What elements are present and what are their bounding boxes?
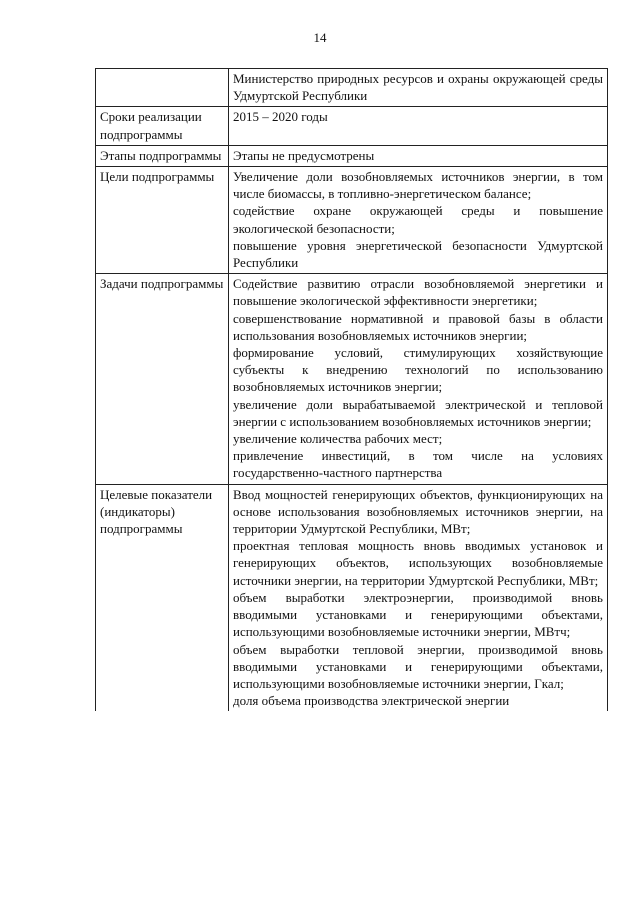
value-paragraph: Министерство природных ресурсов и охраны окружающей среды Удмуртской Республики (233, 71, 603, 104)
table-row (96, 274, 608, 484)
row-value (229, 145, 608, 166)
value-paragraph: доля объема производства электрической энергии (233, 693, 510, 709)
value-paragraph: увеличение доли вырабатываемой электрической и тепловой энергии с использованием возобновляемых источников энергии; (233, 396, 603, 429)
row-label: Этапы подпрограммы (96, 145, 229, 166)
row-value (229, 107, 608, 145)
table-row (96, 145, 608, 166)
table-row (96, 167, 608, 274)
value-paragraph: Содействие развитию отрасли возобновляемой энергетики и повышение экологической эффективности энергетики; (233, 276, 603, 309)
row-label: Сроки реализации подпрограммы (96, 107, 229, 145)
value-paragraph: повышение уровня энергетической безопасности Удмуртской Республики (233, 237, 603, 271)
row-label: Задачи подпрограммы (96, 274, 229, 484)
value-paragraph: Увеличение доли возобновляемых источников энергии, в том числе биомассы, в топливно-энергетическом балансе; (233, 169, 603, 202)
value-paragraph: проектная тепловая мощность вновь вводимых установок и генерирующих объектов, использующих возобновляемые источники энергии, на территории Удмуртской Республики, МВт; (233, 538, 603, 588)
row-value (229, 167, 608, 274)
page-number: 14 (313, 30, 327, 45)
table-row (96, 484, 608, 711)
row-value (229, 69, 608, 107)
row-value (229, 274, 608, 484)
value-paragraph: увеличение количества рабочих мест; (233, 431, 443, 447)
value-paragraph: формирование условий, стимулирующих хозяйствующие субъекты к внедрению технологий по использованию возобновляемых источников энергии; (233, 345, 603, 395)
row-label: Целевые показатели (индикаторы) подпрограммы (96, 484, 229, 711)
passport-table (95, 68, 608, 711)
row-value (229, 484, 608, 711)
value-paragraph: объем выработки электроэнергии, производимой вновь вводимыми установками и генерирующими объектами, использующими возобновляемые источники энергии, МВтч; (233, 589, 603, 640)
value-paragraph: Этапы не предусмотрены (233, 147, 375, 163)
value-paragraph: привлечение инвестиций, в том числе на условиях государственно-частного партнерства (233, 448, 603, 481)
value-paragraph: Ввод мощностей генерирующих объектов, функционирующих на основе использования возобновляемых источников энергии, на территории Удмуртской Республики, МВт; (233, 486, 603, 537)
row-label (96, 69, 229, 107)
value-paragraph: 2015 – 2020 годы (233, 109, 328, 125)
value-paragraph: совершенствование нормативной и правовой базы в области использования возобновляемых источников энергии; (233, 310, 603, 343)
table-row (96, 69, 608, 107)
value-paragraph: содействие охране окружающей среды и повышение экологической безопасности; (233, 203, 603, 236)
row-label: Цели подпрограммы (96, 167, 229, 274)
table-row (96, 107, 608, 145)
value-paragraph: объем выработки тепловой энергии, производимой вновь вводимыми установками и генерирующими объектами, использующими возобновляемые источники энергии, Гкал; (233, 641, 603, 691)
